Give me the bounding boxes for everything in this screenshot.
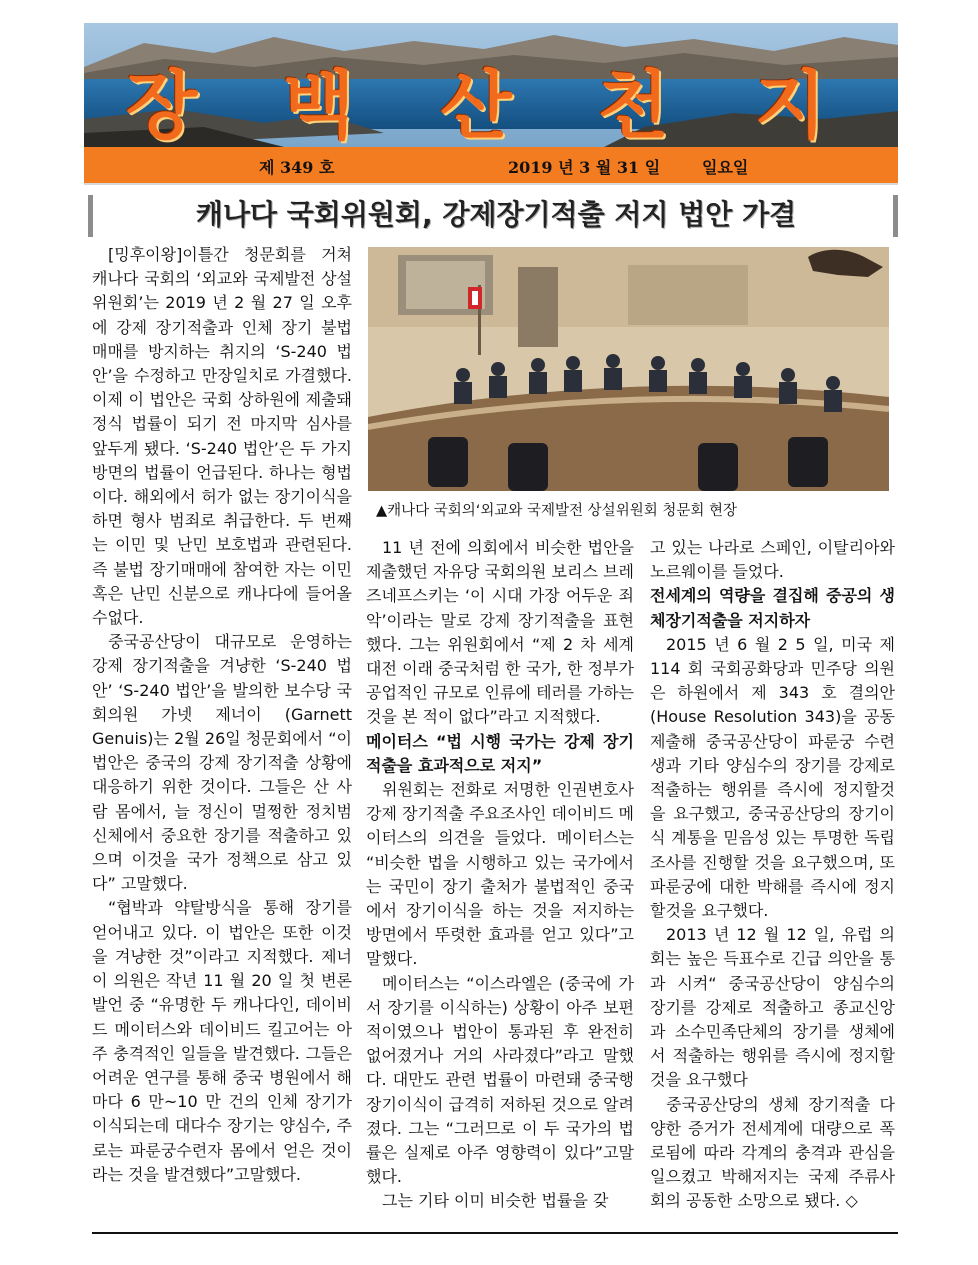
hearing-photo (368, 247, 889, 491)
paragraph: [밍후이왕]이틀간 청문회를 거쳐 캐나다 국회의 ‘외교와 국제발전 상설위원회’는 2019 년 2 월 27 일 오후에 강제 장기적출과 인체 장기 불법 매매를 방지하는 취지의 ‘S-240 법안’을 수정하고 만장일치로 가결했다. 이제 이 법안은 국회 상하원에 제출돼 정식 법률이 되기 전 마지막 심사를 앞두게 됐다. ‘S-240 법안’은 두 가지 방면의 법률이 언급된다. 하나는 형법이다. 해외에서 허가 없는 장기이식을 하면 형사 범죄로 취급한다. 두 번째는 이민 및 난민 보호법과 관련된다. 즉 불법 장기매매에 참여한 자는 이민 혹은 난민 신분으로 캐나다에 들어올수없다. (92, 245, 352, 628)
subheading: 전세계의 역량을 결집해 중공의 생체장기적출을 저지하자 (650, 586, 895, 630)
issue-info-bar (84, 147, 898, 183)
issue-weekday: 일요일 (702, 158, 749, 177)
article-column-2 (366, 536, 634, 1214)
paragraph: 그는 기타 이미 비슷한 법률을 갖 (382, 1191, 609, 1211)
masthead-banner (84, 23, 898, 147)
article-column-1 (92, 243, 352, 1187)
paragraph: 중국공산당의 생체 장기적출 다양한 증거가 전세계에 대량으로 폭로됨에 따라 각계의 충격과 관심을 일으켰고 박해저지는 국제 주류사회의 공동한 소망으로 됐다. ◇ (650, 1094, 895, 1211)
paragraph: 2013 년 12 월 12 일, 유럽 의회는 높은 득표수로 긴급 의안을 통과 시켜“ 중국공산당이 양심수의 장기를 강제로 적출하고 종교신앙과 소수민족단체의 장기를 생체에서 적출하는 행위를 즉시에 정지할것을 요구했다 (650, 925, 895, 1090)
paragraph: “협박과 약탈방식을 통해 장기를 얻어내고 있다. 이 법안은 또한 이것을 겨냥한 것”이라고 지적했다. 제너이 의원은 작년 11 월 20 일 첫 변론 발언 중 “유명한 두 캐나다인, 데이비드 메이터스와 데이비드 킬고어는 아주 충격적인 일들을 발견했다. 그들은 어려운 연구를 통해 중국 병원에서 해마다 6 만~10 만 건의 인체 장기가 이식되는데 대다수 장기는 양심수, 주로는 파룬궁수련자 몸에서 얻은 것이라는 것을 발견했다”고말했다. (92, 898, 352, 1184)
photo-caption: ▲캐나다 국회의‘외교와 국제발전 상설위원회 청문회 현장 (376, 503, 737, 519)
paragraph: 중국공산당이 대규모로 운영하는 강제 장기적출을 겨냥한 ‘S-240 법안’ ‘S-240 법안’을 발의한 보수당 국회의원 가넷 제너이 (Garnett Genuis)는 2월 26일 청문회에서 “이 법안은 중국의 강제 장기적출 상황에 대응하기 위한 것이다. 그들은 산 사람 몸에서, 늘 정신이 멀쩡한 정치범 신체에서 중요한 장기를 적출하고 있으며 이것을 국가 정책으로 삼고 있다” 고말했다. (92, 632, 352, 894)
paragraph: 고 있는 나라로 스페인, 이탈리아와 노르웨이를 들었다. (650, 538, 895, 582)
paragraph: 위원회는 전화로 저명한 인권변호사 강제 장기적출 주요조사인 데이비드 메이터스의 의견을 들었다. 메이터스는 “비슷한 법을 시행하고 있는 국가에서는 국민이 장기 출처가 불법적인 중국에서 장기이식을 하는 것을 저지하는 방면에서 뚜렷한 효과를 얻고 있다”고말했다. (366, 780, 634, 969)
paragraph: 2015 년 6 월 2 5 일, 미국 제 114 회 국회공화당과 민주당 의원은 하원에서 제 343 호 결의안 (House Resolution 343)을 공동 제출해 중국공산당이 파룬궁 수련생과 기타 양심수의 장기를 강제로 적출하는 행위를 즉시에 정지할것을 요구했고, 중국공산당의 장기이식 계통을 믿음성 있는 투명한 독립조사를 진행할 것을 요구했으며, 또 파룬궁에 대한 박해를 즉시에 정지할것을 요구했다. (650, 634, 895, 921)
committee-room-image (368, 247, 889, 491)
article-headline: 캐나다 국회위원회, 강제장기적출 저지 법안 가결 (195, 198, 797, 231)
headline-bar-left (88, 195, 93, 237)
issue-date: 2019 년 3 월 31 일 (508, 158, 661, 177)
masthead-title: 장 백 산 천 지 (125, 63, 857, 147)
divider (84, 183, 898, 185)
article-column-3 (650, 536, 895, 1214)
bottom-divider (92, 1232, 898, 1234)
issue-number: 제 349 호 (259, 158, 335, 177)
subheading: 메이터스 “법 시행 국가는 강제 장기적출을 효과적으로 저지” (366, 731, 634, 775)
paragraph: 11 년 전에 의회에서 비슷한 법안을 제출했던 자유당 국회의원 보리스 브레즈네프스키는 ‘이 시대 가장 어두운 죄악’이라는 말로 강제 장기적출을 표현했다. 그는 위원회에서 “제 2 차 세계대전 이래 중국처럼 한 국가, 한 정부가 공업적인 규모로 인류에 테러를 가하는 것을 본 적이 없다”라고 지적했다. (366, 538, 634, 727)
paragraph: 메이터스는 “이스라엘은 (중국에 가서 장기를 이식하는) 상황이 아주 보편적이였으나 법안이 통과된 후 완전히 없어졌거나 거의 사라졌다”라고 말했다. 대만도 관련 법률이 마련돼 중국행 장기이식이 급격히 저하된 것으로 알려졌다. 그는 “그러므로 이 두 국가의 법률은 실제로 아주 영향력이 있다”고말했다. (366, 973, 634, 1187)
